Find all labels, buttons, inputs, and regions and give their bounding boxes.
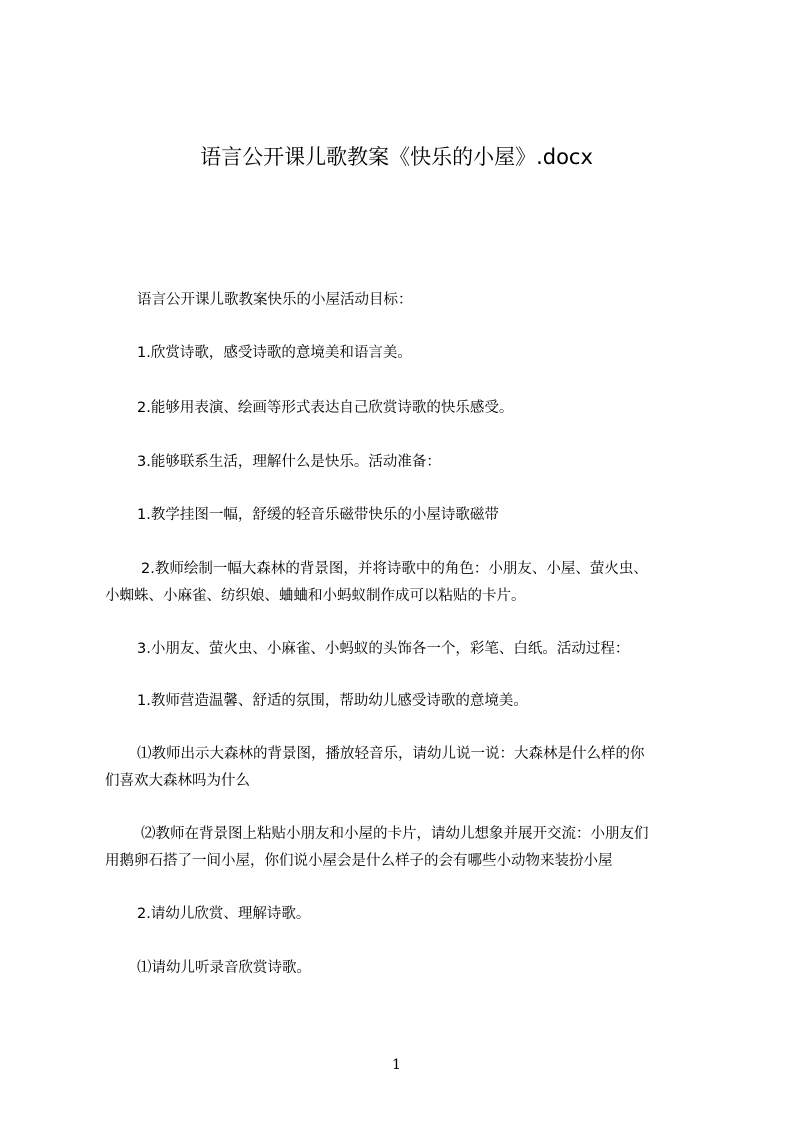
paragraph-prep-2-line-1: 2.教师绘制一幅大森林的背景图，并将诗歌中的角色：小朋友、小屋、萤火虫、 <box>141 561 648 577</box>
paragraph-objective-3: 3.能够联系生活，理解什么是快乐。活动准备： <box>137 454 441 470</box>
paragraph-process-1-1-line-2: 们喜欢大森林吗为什么 <box>105 773 250 789</box>
paragraph-objective-2: 2.能够用表演、绘画等形式表达自己欣赏诗歌的快乐感受。 <box>137 400 514 416</box>
paragraph-objective-1: 1.欣赏诗歌，感受诗歌的意境美和语言美。 <box>137 345 412 361</box>
paragraph-prep-2-line-2: 小蜘蛛、小麻雀、纺织娘、蛐蛐和小蚂蚁制作成可以粘贴的卡片。 <box>105 588 526 604</box>
paragraph-process-1: 1.教师营造温馨、舒适的氛围，帮助幼儿感受诗歌的意境美。 <box>137 693 528 709</box>
paragraph-process-1-1-line-1: ⑴教师出示大森林的背景图，播放轻音乐，请幼儿说一说：大森林是什么样的你 <box>137 746 645 762</box>
paragraph-process-2: 2.请幼儿欣赏、理解诗歌。 <box>137 906 311 922</box>
paragraph-process-1-2-line-1: ⑵教师在背景图上粘贴小朋友和小屋的卡片，请幼儿想象并展开交流：小朋友们 <box>141 826 649 842</box>
paragraph-process-2-1: ⑴请幼儿听录音欣赏诗歌。 <box>137 960 311 976</box>
document-title: 语言公开课儿歌教案《快乐的小屋》.docx <box>200 145 593 169</box>
page-number: 1 <box>392 1057 401 1073</box>
paragraph-process-1-2-line-2: 用鹅卵石搭了一间小屋，你们说小屋会是什么样子的会有哪些小动物来装扮小屋 <box>105 853 613 869</box>
paragraph-prep-1: 1.教学挂图一幅，舒缓的轻音乐磁带快乐的小屋诗歌磁带 <box>137 507 499 523</box>
paragraph-prep-3: 3.小朋友、萤火虫、小麻雀、小蚂蚁的头饰各一个，彩笔、白纸。活动过程： <box>137 641 630 657</box>
paragraph-objectives-heading: 语言公开课儿歌教案快乐的小屋活动目标： <box>137 292 413 308</box>
